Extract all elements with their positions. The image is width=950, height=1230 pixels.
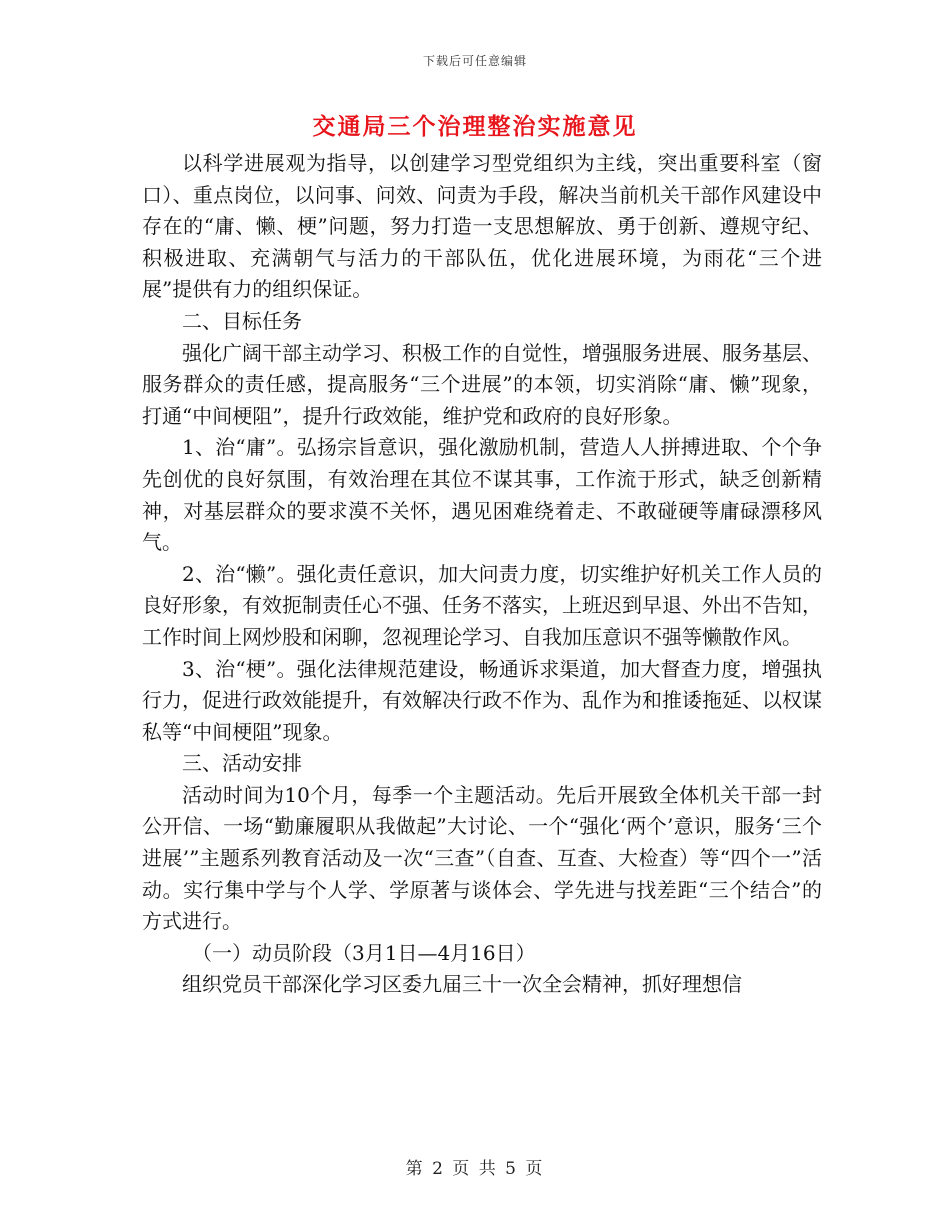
stage-heading-mobilization: （一）动员阶段（3月1日—4月16日）	[192, 940, 536, 965]
section-heading-activities: 三、活动安排	[182, 751, 302, 776]
paragraph-activities: 活动时间为10个月，每季一个主题活动。先后开展致全体机关干部一封公开信、一场“勤廉履职从我做起”大讨论、一个“强化‘两个’意识，服务‘三个进展’”主题系列教育活动及一次“三查”（自查、互查、大检查）等“四个一”活动。实行集中学与个人学、学原著与谈体会、学先进与找差距“三个结合”的方式进行。	[142, 782, 822, 934]
header-note: 下载后可任意编辑	[422, 54, 527, 68]
paragraph-item-2: 2、治“懒”。强化责任意识，加大问责力度，切实维护好机关工作人员的良好形象，有效扼制责任心不强、任务不落实，上班迟到早退、外出不告知，工作时间上网炒股和闲聊，忽视理论学习、自我加压意识不强等懒散作风。	[142, 561, 822, 649]
paragraph-goals: 强化广阔干部主动学习、积极工作的自觉性，增强服务进展、服务基层、服务群众的责任感，提高服务“三个进展”的本领，切实消除“庸、懒”现象，打通“中间梗阻”，提升行政效能，维护党和政府的良好形象。	[142, 340, 822, 428]
paragraph-mobilization: 组织党员干部深化学习区委九届三十一次全会精神，抓好理想信	[182, 972, 742, 997]
section-heading-goals: 二、目标任务	[182, 308, 302, 333]
paragraph-intro: 以科学进展观为指导，以创建学习型党组织为主线，突出重要科室（窗口）、重点岗位，以问事、问效、问责为手段，解决当前机关干部作风建设中存在的“庸、懒、梗”问题，努力打造一支思想解放、勇于创新、遵规守纪、积极进取、充满朝气与活力的干部队伍，优化进展环境，为雨花“三个进展”提供有力的组织保证。	[142, 151, 822, 302]
paragraph-item-3: 3、治“梗”。强化法律规范建设，畅通诉求渠道，加大督查力度，增强执行力，促进行政效能提升，有效解决行政不作为、乱作为和推诿拖延、以权谋私等“中间梗阻”现象。	[142, 656, 822, 744]
paragraph-item-1: 1、治“庸”。弘扬宗旨意识，强化激励机制，营造人人拼搏进取、个个争先创优的良好氛围，有效治理在其位不谋其事，工作流于形式，缺乏创新精神，对基层群众的要求漠不关怀，遇见困难绕着走、不敢碰硬等庸碌漂移风气。	[142, 435, 822, 555]
page-number-footer: 第 2 页 共 5 页	[405, 1159, 545, 1179]
document-body	[142, 148, 822, 1001]
document-title: 交通局三个治理整治实施意见	[312, 113, 638, 140]
